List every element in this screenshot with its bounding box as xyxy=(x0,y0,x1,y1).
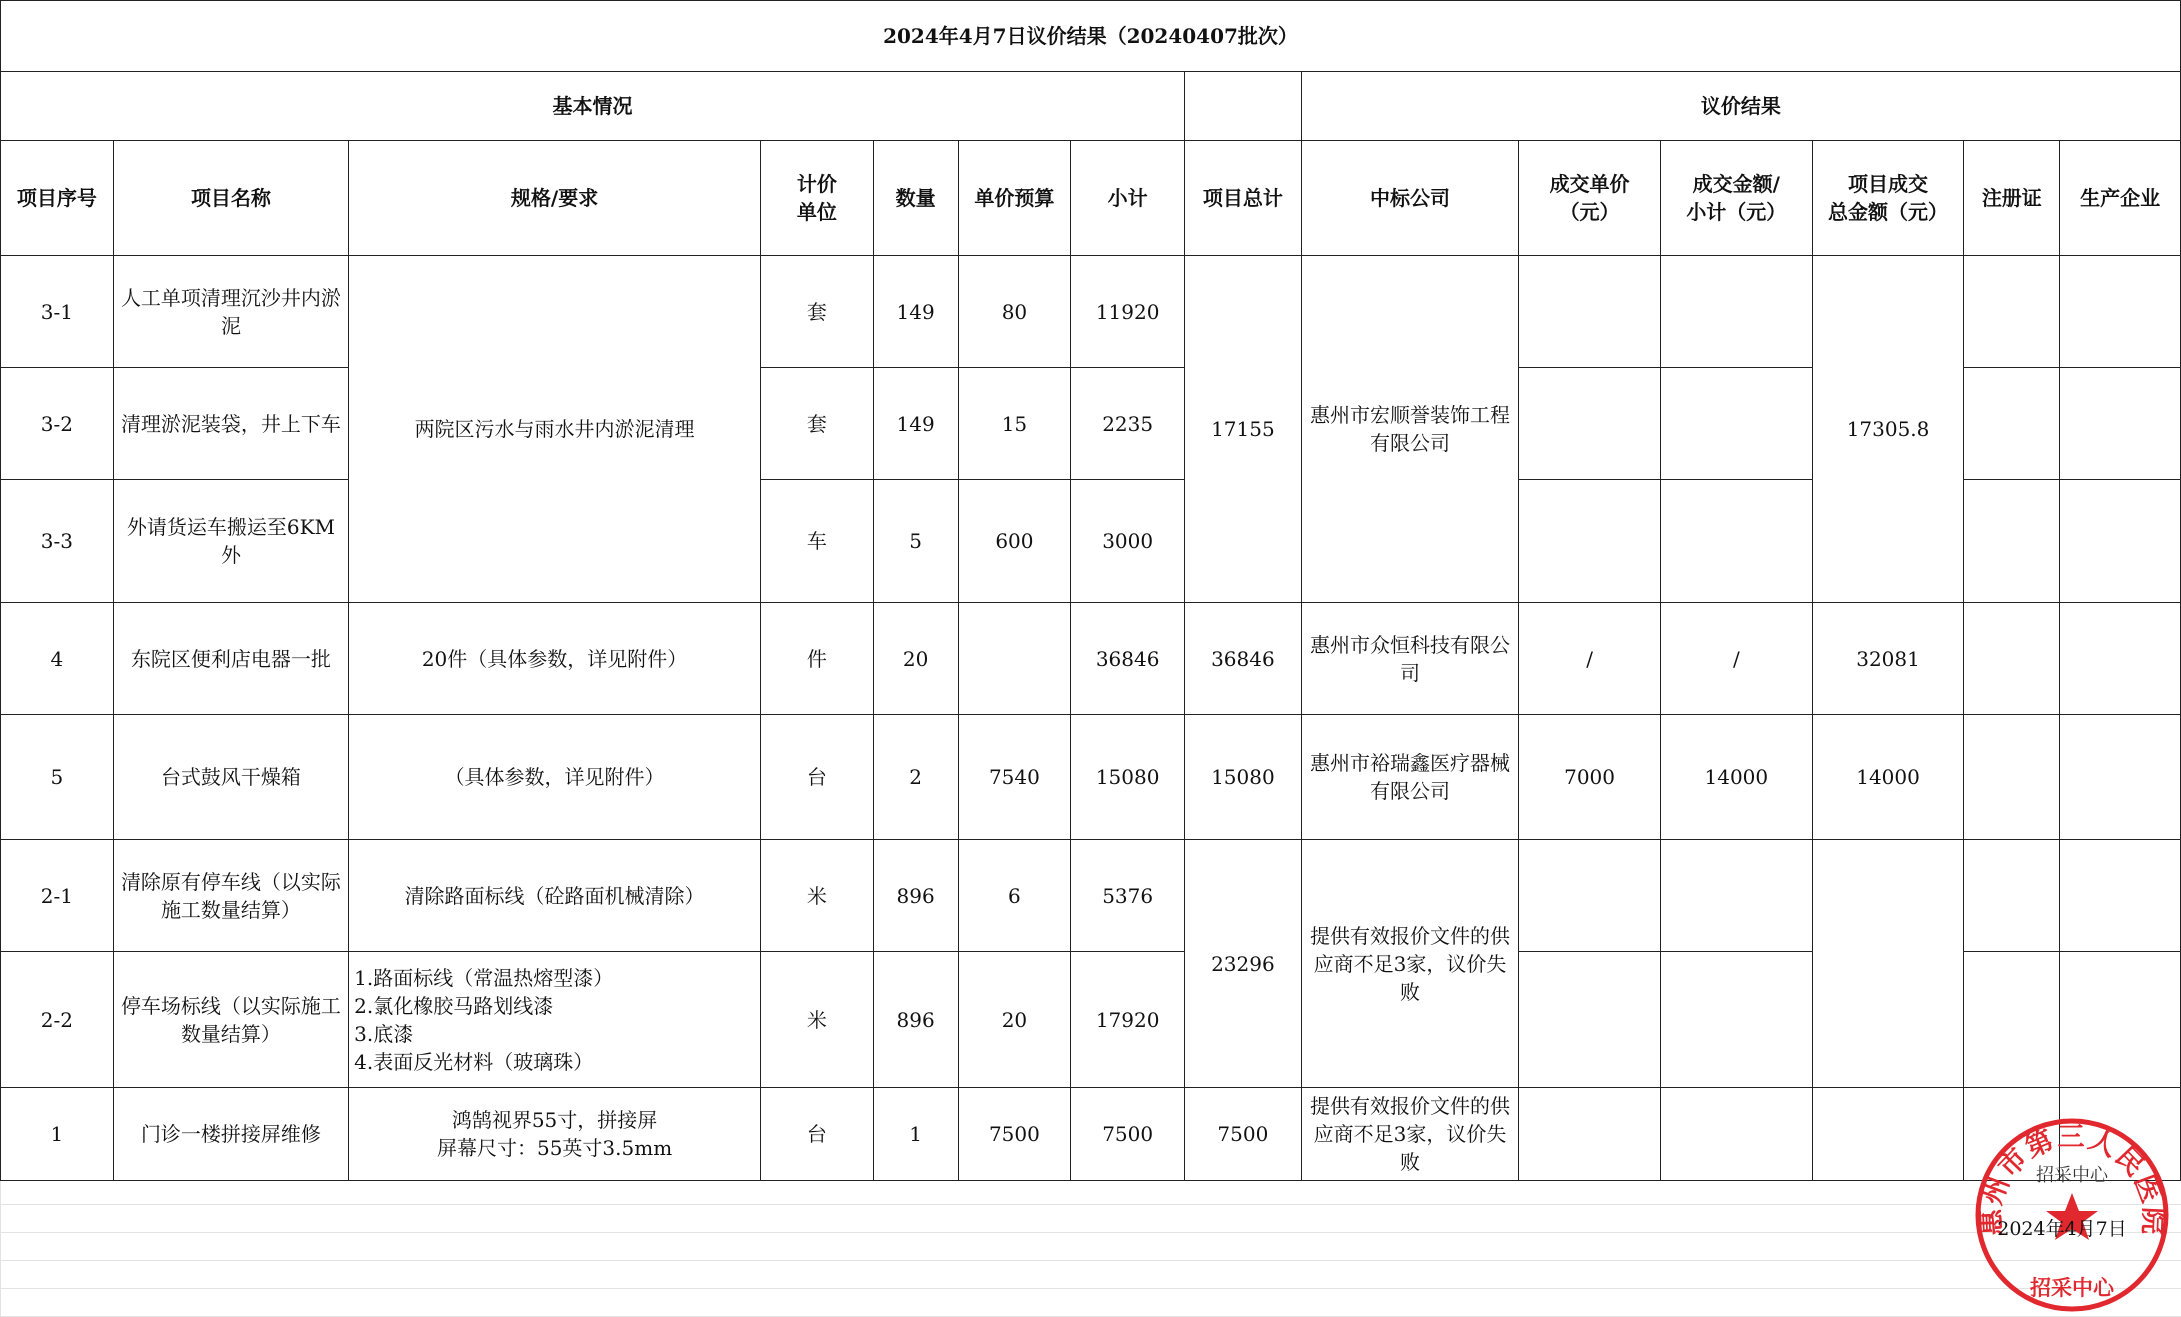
header-deal-amount xyxy=(1660,141,1812,256)
header-deal-price-line2: （元） xyxy=(1559,200,1620,224)
cell-seq: 3-3 xyxy=(1,480,114,603)
header-winner: 中标公司 xyxy=(1301,141,1518,256)
cell-deal-price xyxy=(1519,368,1661,480)
cell-qty: 896 xyxy=(873,952,958,1088)
cell-seq: 3-1 xyxy=(1,256,114,368)
cell-project-total: 7500 xyxy=(1185,1088,1302,1181)
cell-unit: 台 xyxy=(760,1088,873,1181)
cell-reg-cert xyxy=(1964,715,2060,840)
cell-budget: 20 xyxy=(958,952,1071,1088)
cell-unit: 车 xyxy=(760,480,873,603)
header-manufacturer: 生产企业 xyxy=(2060,141,2181,256)
cell-manufacturer xyxy=(2060,603,2181,715)
cell-project-total: 36846 xyxy=(1185,603,1302,715)
cell-manufacturer xyxy=(2060,368,2181,480)
cell-winner: 惠州市裕瑞鑫医疗器械有限公司 xyxy=(1301,715,1518,840)
cell-reg-cert xyxy=(1964,480,2060,603)
header-deal-price xyxy=(1519,141,1661,256)
cell-winner: 惠州市众恒科技有限公司 xyxy=(1301,603,1518,715)
cell-seq: 2-2 xyxy=(1,952,114,1088)
cell-deal-amount xyxy=(1660,840,1812,952)
seal-date: 2024年4月7日 xyxy=(1997,1218,2127,1240)
header-deal-amount-line1: 成交金额/ xyxy=(1692,172,1780,196)
cell-deal-price xyxy=(1519,480,1661,603)
official-seal xyxy=(1972,1115,2172,1315)
header-deal-total-line1: 项目成交 xyxy=(1848,172,1929,196)
cell-name: 东院区便利店电器一批 xyxy=(113,603,348,715)
cell-budget: 80 xyxy=(958,256,1071,368)
cell-subtotal: 36846 xyxy=(1071,603,1185,715)
cell-budget: 15 xyxy=(958,368,1071,480)
header-unit xyxy=(760,141,873,256)
header-name: 项目名称 xyxy=(113,141,348,256)
cell-manufacturer xyxy=(2060,480,2181,603)
header-qty: 数量 xyxy=(873,141,958,256)
cell-deal-price xyxy=(1519,952,1661,1088)
cell-subtotal: 17920 xyxy=(1071,952,1185,1088)
cell-deal-amount xyxy=(1660,368,1812,480)
cell-deal-amount xyxy=(1660,952,1812,1088)
header-reg-cert: 注册证 xyxy=(1964,141,2060,256)
header-deal-total-line2: 总金额（元） xyxy=(1828,200,1949,224)
cell-name: 人工单项清理沉沙井内淤泥 xyxy=(113,256,348,368)
cell-project-total: 15080 xyxy=(1185,715,1302,840)
cell-spec xyxy=(349,952,761,1088)
cell-project-total: 23296 xyxy=(1185,840,1302,1088)
header-spec: 规格/要求 xyxy=(349,141,761,256)
cell-unit: 件 xyxy=(760,603,873,715)
cell-qty: 2 xyxy=(873,715,958,840)
seal-inner-bottom-text: 招采中心 xyxy=(2030,1275,2114,1300)
cell-qty: 5 xyxy=(873,480,958,603)
cell-qty: 896 xyxy=(873,840,958,952)
table-row xyxy=(1,256,2181,368)
cell-subtotal: 5376 xyxy=(1071,840,1185,952)
spec-line: 2.氯化橡胶马路划线漆 xyxy=(354,993,554,1018)
seal-inner-top-text: 招采中心 xyxy=(2036,1165,2108,1186)
cell-qty: 149 xyxy=(873,256,958,368)
header-subtotal: 小计 xyxy=(1071,141,1185,256)
cell-deal-amount xyxy=(1660,256,1812,368)
cell-unit: 套 xyxy=(760,256,873,368)
header-unit-line2: 单位 xyxy=(796,200,837,224)
section-bargain-result: 议价结果 xyxy=(1301,72,2180,141)
cell-spec: 两院区污水与雨水井内淤泥清理 xyxy=(349,256,761,603)
cell-name: 外请货运车搬运至6KM外 xyxy=(113,480,348,603)
cell-spec xyxy=(349,1088,761,1181)
cell-manufacturer xyxy=(2060,715,2181,840)
cell-reg-cert xyxy=(1964,256,2060,368)
cell-deal-total: 17305.8 xyxy=(1812,256,1964,603)
cell-name: 门诊一楼拼接屏维修 xyxy=(113,1088,348,1181)
cell-reg-cert xyxy=(1964,840,2060,952)
cell-reg-cert xyxy=(1964,603,2060,715)
cell-deal-amount xyxy=(1660,1088,1812,1181)
cell-subtotal: 2235 xyxy=(1071,368,1185,480)
cell-deal-amount xyxy=(1660,480,1812,603)
cell-spec: 20件（具体参数，详见附件） xyxy=(349,603,761,715)
seal-ring-text: 惠州市第三人民医院 xyxy=(1975,1122,2169,1237)
header-seq: 项目序号 xyxy=(1,141,114,256)
section-basic-info: 基本情况 xyxy=(1,72,1185,141)
spec-line: 4.表面反光材料（玻璃珠） xyxy=(354,1049,594,1074)
table-row xyxy=(1,715,2181,840)
cell-spec: 清除路面标线（砼路面机械清除） xyxy=(349,840,761,952)
cell-manufacturer xyxy=(2060,256,2181,368)
cell-seq: 3-2 xyxy=(1,368,114,480)
cell-subtotal: 15080 xyxy=(1071,715,1185,840)
cell-subtotal: 3000 xyxy=(1071,480,1185,603)
cell-unit: 套 xyxy=(760,368,873,480)
cell-project-total: 17155 xyxy=(1185,256,1302,603)
cell-winner: 提供有效报价文件的供应商不足3家，议价失败 xyxy=(1301,1088,1518,1181)
cell-name: 台式鼓风干燥箱 xyxy=(113,715,348,840)
cell-qty: 20 xyxy=(873,603,958,715)
header-project-total: 项目总计 xyxy=(1185,141,1302,256)
cell-subtotal: 11920 xyxy=(1071,256,1185,368)
cell-name: 停车场标线（以实际施工数量结算） xyxy=(113,952,348,1088)
cell-deal-price xyxy=(1519,256,1661,368)
cell-budget: 600 xyxy=(958,480,1071,603)
cell-manufacturer xyxy=(2060,840,2181,952)
header-deal-amount-line2: 小计（元） xyxy=(1686,200,1787,224)
cell-unit: 米 xyxy=(760,952,873,1088)
cell-seq: 4 xyxy=(1,603,114,715)
cell-deal-price: 7000 xyxy=(1519,715,1661,840)
cell-seq: 2-1 xyxy=(1,840,114,952)
cell-budget xyxy=(958,603,1071,715)
cell-name: 清理淤泥装袋，井上下车 xyxy=(113,368,348,480)
cell-winner: 惠州市宏顺誉装饰工程有限公司 xyxy=(1301,256,1518,603)
cell-subtotal: 7500 xyxy=(1071,1088,1185,1181)
cell-deal-total xyxy=(1812,840,1964,1088)
cell-manufacturer xyxy=(2060,952,2181,1088)
header-budget: 单价预算 xyxy=(958,141,1071,256)
cell-winner: 提供有效报价文件的供应商不足3家，议价失败 xyxy=(1301,840,1518,1088)
cell-deal-price xyxy=(1519,1088,1661,1181)
spec-line: 鸿鹄视界55寸，拼接屏 xyxy=(451,1108,658,1132)
header-deal-price-line1: 成交单价 xyxy=(1549,172,1630,196)
header-unit-line1: 计价 xyxy=(796,172,837,196)
table-row xyxy=(1,1088,2181,1181)
section-spacer xyxy=(1185,72,1302,141)
spec-line: 屏幕尺寸：55英寸3.5mm xyxy=(436,1136,673,1160)
cell-budget: 7500 xyxy=(958,1088,1071,1181)
cell-deal-total xyxy=(1812,1088,1964,1181)
table-row xyxy=(1,603,2181,715)
cell-qty: 1 xyxy=(873,1088,958,1181)
cell-name: 清除原有停车线（以实际施工数量结算） xyxy=(113,840,348,952)
table-title: 2024年4月7日议价结果（20240407批次） xyxy=(1,1,2181,72)
cell-seq: 5 xyxy=(1,715,114,840)
table-row xyxy=(1,840,2181,952)
cell-qty: 149 xyxy=(873,368,958,480)
cell-deal-amount: / xyxy=(1660,603,1812,715)
header-deal-total xyxy=(1812,141,1964,256)
cell-spec: （具体参数，详见附件） xyxy=(349,715,761,840)
cell-deal-price xyxy=(1519,840,1661,952)
spec-line: 1.路面标线（常温热熔型漆） xyxy=(354,965,614,990)
cell-deal-amount: 14000 xyxy=(1660,715,1812,840)
cell-deal-price: / xyxy=(1519,603,1661,715)
cell-deal-total: 32081 xyxy=(1812,603,1964,715)
spec-line: 3.底漆 xyxy=(354,1021,414,1046)
cell-unit: 米 xyxy=(760,840,873,952)
cell-unit: 台 xyxy=(760,715,873,840)
cell-seq: 1 xyxy=(1,1088,114,1181)
cell-deal-total: 14000 xyxy=(1812,715,1964,840)
cell-reg-cert xyxy=(1964,952,2060,1088)
cell-budget: 6 xyxy=(958,840,1071,952)
cell-reg-cert xyxy=(1964,368,2060,480)
cell-budget: 7540 xyxy=(958,715,1071,840)
